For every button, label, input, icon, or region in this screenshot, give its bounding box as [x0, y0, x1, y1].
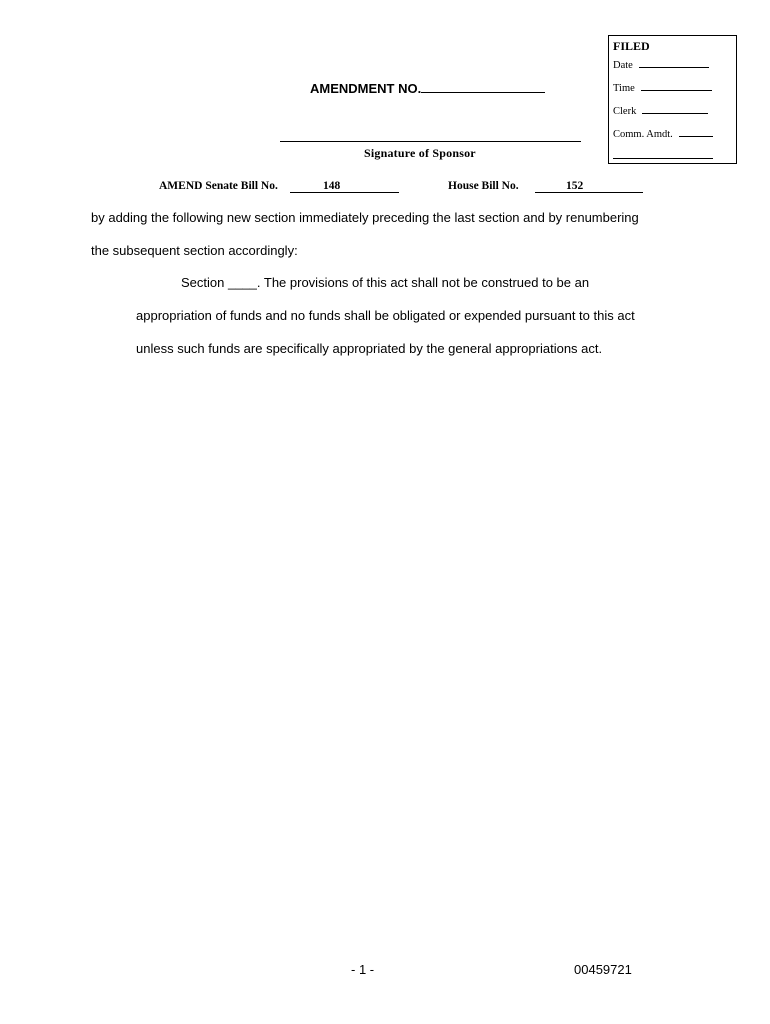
amendment-title — [310, 80, 545, 96]
section-line-1: Section ____. The provisions of this act shall not be construed to be an — [181, 275, 590, 290]
section-line-3: unless such funds are specifically appropriated by the general appropriations act. — [136, 341, 603, 356]
filed-title: FILED — [613, 39, 650, 53]
filed-extra-blank — [613, 158, 713, 159]
house-bill-label: House Bill No. — [448, 180, 519, 192]
filed-clerk-blank — [642, 103, 708, 114]
filed-date-row — [613, 57, 709, 71]
signature-line — [280, 141, 581, 142]
filed-clerk-row — [613, 103, 708, 117]
filed-date-label: Date — [613, 60, 633, 71]
senate-bill-label: AMEND Senate Bill No. — [159, 180, 278, 192]
document-id: 00459721 — [574, 962, 632, 977]
filed-time-label: Time — [613, 83, 635, 94]
filed-stamp-box — [608, 35, 737, 164]
house-bill-number — [535, 180, 643, 193]
house-bill-number-text: 152 — [566, 180, 584, 192]
amendment-number-blank — [421, 80, 545, 93]
senate-bill-number — [290, 180, 399, 193]
page-number: - 1 - — [351, 962, 375, 977]
filed-time-blank — [641, 80, 712, 91]
signature-label: Signature of Sponsor — [364, 146, 476, 160]
senate-bill-number-text: 148 — [323, 180, 341, 192]
intro-line-1: by adding the following new section immediately preceding the last section and by renumbering — [91, 210, 639, 225]
amendment-title-label: AMENDMENT NO. — [310, 81, 422, 96]
filed-comm-amdt-label: Comm. Amdt. — [613, 129, 673, 140]
filed-date-blank — [639, 57, 709, 68]
filed-clerk-label: Clerk — [613, 106, 637, 117]
filed-time-row — [613, 80, 712, 94]
section-line-2: appropriation of funds and no funds shall be obligated or expended pursuant to this act — [136, 308, 635, 323]
filed-comm-amdt-blank — [679, 126, 713, 137]
filed-comm-amdt-row — [613, 126, 713, 140]
intro-line-2: the subsequent section accordingly: — [91, 243, 298, 258]
